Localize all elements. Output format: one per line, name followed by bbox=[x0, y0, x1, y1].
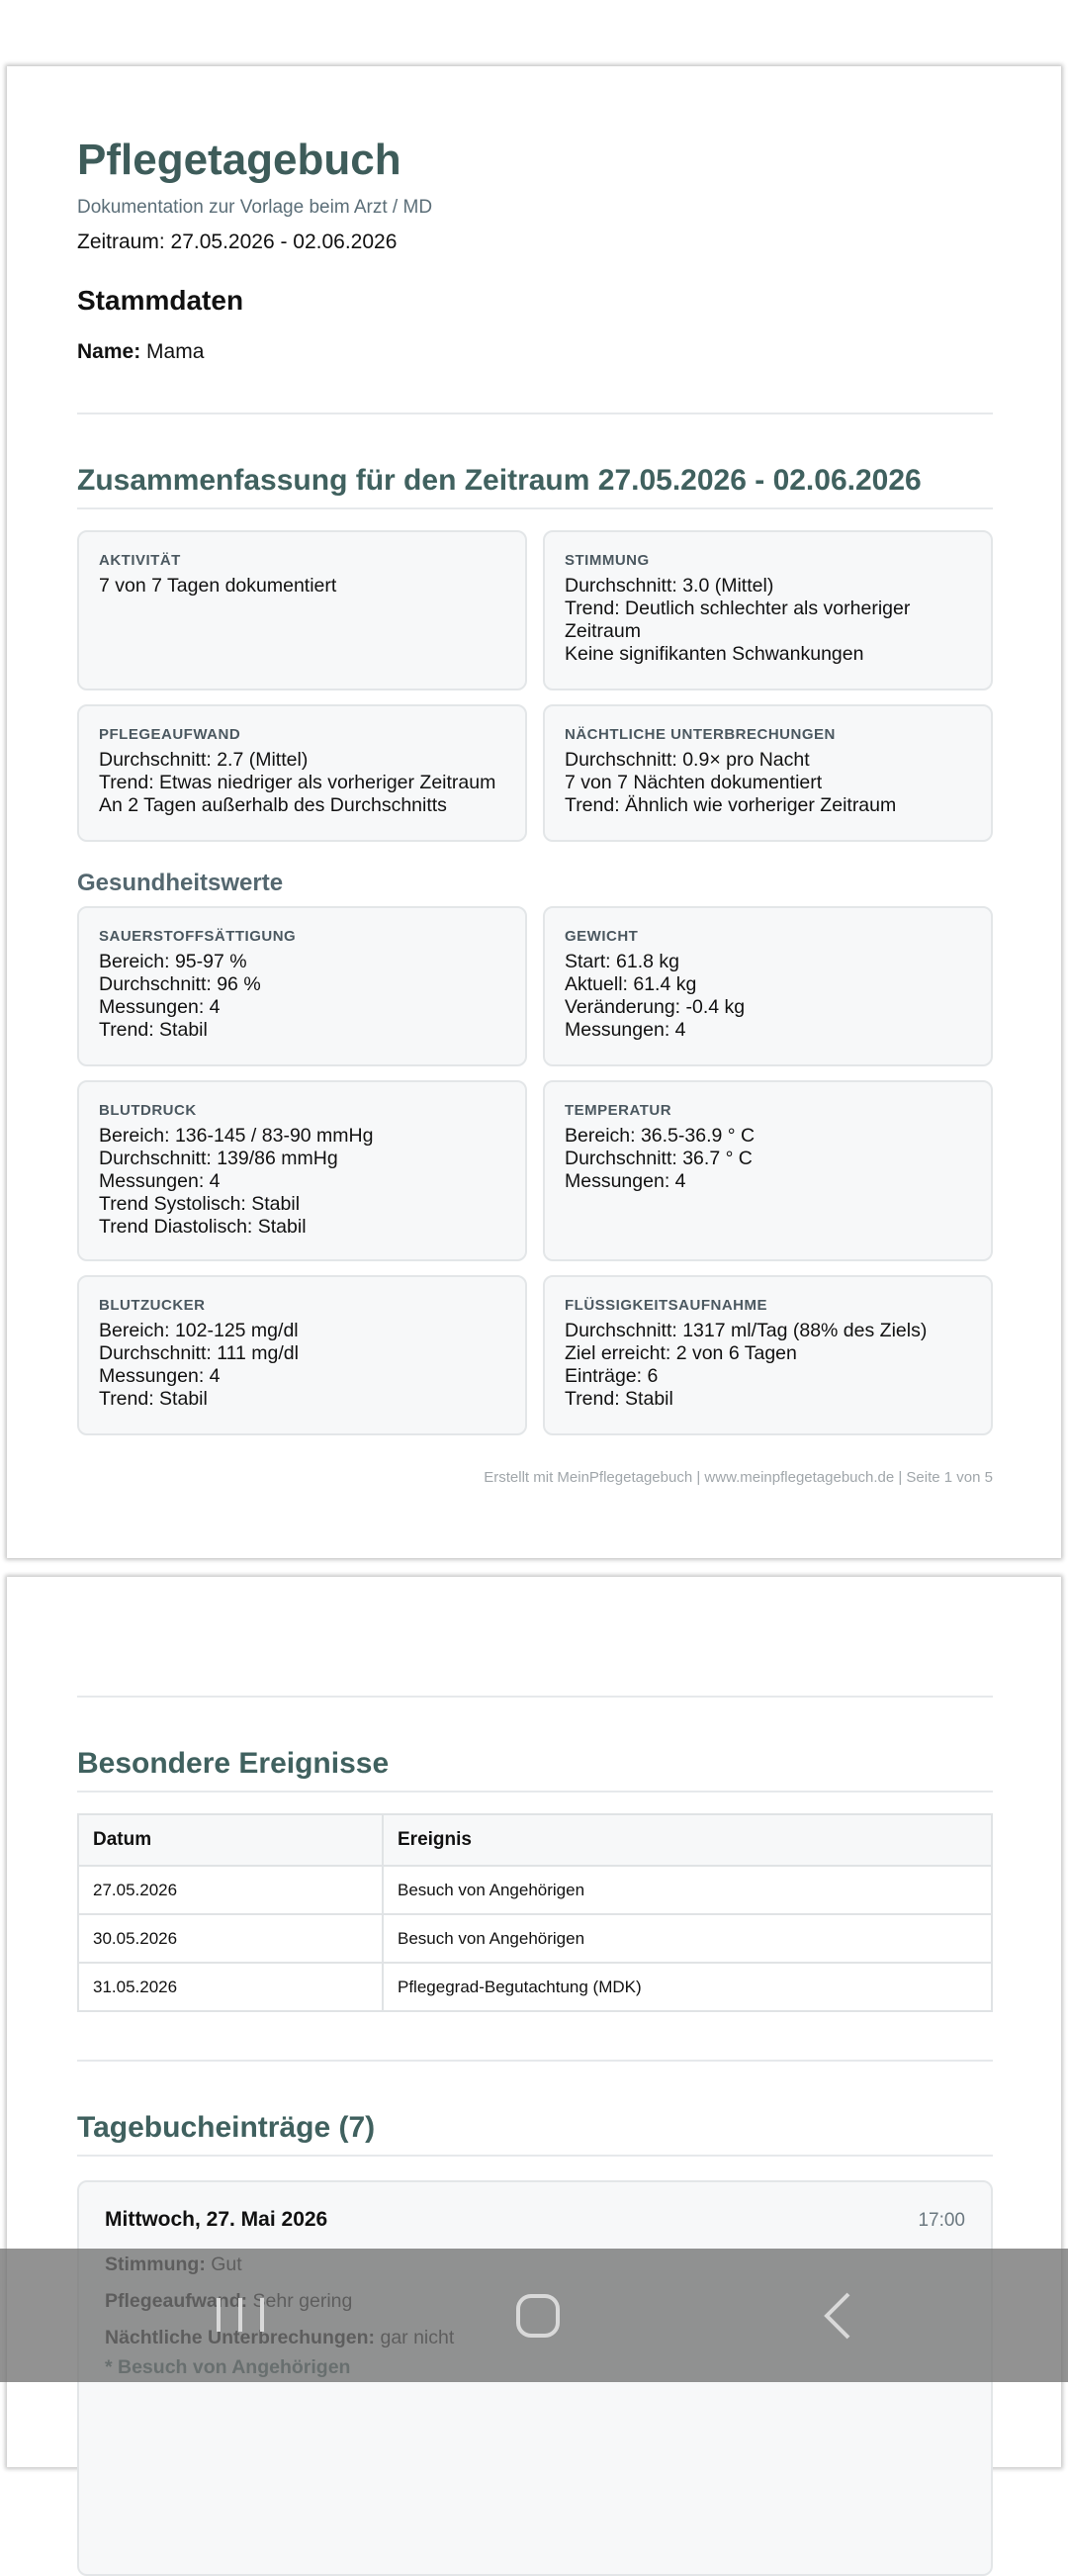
health-card-weight bbox=[543, 906, 993, 1066]
period-text: Zeitraum: 27.05.2026 - 02.06.2026 bbox=[77, 230, 398, 253]
summary-card-night-interruptions bbox=[543, 704, 993, 842]
cell-date: 27.05.2026 bbox=[78, 1866, 383, 1914]
system-navigation-bar bbox=[0, 2249, 1068, 2382]
card-line: Messungen: 4 bbox=[99, 1365, 221, 1387]
card-label: STIMMUNG bbox=[565, 552, 650, 569]
health-card-oxygen bbox=[77, 906, 527, 1066]
back-icon bbox=[777, 2249, 896, 2382]
card-line: Durchschnitt: 111 mg/dl bbox=[99, 1342, 299, 1364]
card-line: An 2 Tagen außerhalb des Durchschnitts bbox=[99, 794, 447, 816]
card-line: Trend: Deutlich schlechter als vorheriger bbox=[565, 598, 911, 619]
card-line: Keine signifikanten Schwankungen bbox=[565, 643, 864, 665]
health-section bbox=[77, 870, 993, 897]
name-line bbox=[77, 340, 993, 364]
card-line: Bereich: 136-145 / 83-90 mmHg bbox=[99, 1125, 374, 1147]
entry-date: Mittwoch, 27. Mai 2026 bbox=[105, 2208, 328, 2231]
card-line: Bereich: 95-97 % bbox=[99, 951, 247, 972]
entries-title: Tagebucheinträge (7) bbox=[77, 2111, 376, 2144]
card-line: Trend Systolisch: Stabil bbox=[99, 1193, 301, 1215]
card-line: Einträge: 6 bbox=[565, 1365, 659, 1387]
cell-event: Pflegegrad-Begutachtung (MDK) bbox=[383, 1963, 992, 2011]
events-table bbox=[77, 1813, 993, 2012]
page-footer: Erstellt mit MeinPflegetagebuch | www.meinpflegetagebuch.de | Seite 1 von 5 bbox=[484, 1469, 993, 1486]
card-line: 7 von 7 Nächten dokumentiert bbox=[565, 772, 823, 793]
card-line: 7 von 7 Tagen dokumentiert bbox=[99, 575, 337, 597]
summary-section bbox=[77, 464, 993, 498]
report-page-1 bbox=[7, 66, 1061, 1558]
master-data-section bbox=[77, 285, 993, 364]
divider bbox=[77, 2060, 993, 2062]
card-line: Aktuell: 61.4 kg bbox=[565, 973, 697, 995]
card-line: Messungen: 4 bbox=[99, 1170, 221, 1192]
card-line: Trend: Ähnlich wie vorheriger Zeitraum bbox=[565, 794, 897, 816]
cell-event: Besuch von Angehörigen bbox=[383, 1914, 992, 1963]
card-line: Zeitraum bbox=[565, 620, 641, 642]
cell-event: Besuch von Angehörigen bbox=[383, 1866, 992, 1914]
events-divider bbox=[77, 1791, 993, 1793]
home-icon bbox=[479, 2249, 597, 2382]
summary-card-mood bbox=[543, 530, 993, 690]
card-line: Messungen: 4 bbox=[565, 1019, 686, 1041]
entries-divider bbox=[77, 2155, 993, 2157]
card-line: Durchschnitt: 96 % bbox=[99, 973, 261, 995]
card-line: Durchschnitt: 3.0 (Mittel) bbox=[565, 575, 774, 597]
divider bbox=[77, 413, 993, 414]
summary-title: Zusammenfassung für den Zeitraum 27.05.2026 - 02.06.2026 bbox=[77, 464, 922, 497]
health-title: Gesundheitswerte bbox=[77, 870, 284, 896]
home-button[interactable] bbox=[479, 2249, 597, 2382]
health-card-fluid-intake bbox=[543, 1275, 993, 1435]
card-line: Messungen: 4 bbox=[565, 1170, 686, 1192]
card-label: FLÜSSIGKEITSAUFNAHME bbox=[565, 1297, 767, 1314]
card-line: Trend: Stabil bbox=[99, 1388, 208, 1410]
card-line: Trend: Stabil bbox=[565, 1388, 673, 1410]
table-row bbox=[78, 1914, 992, 1963]
card-line: Durchschnitt: 1317 ml/Tag (88% des Ziels) bbox=[565, 1320, 928, 1341]
table-row bbox=[78, 1963, 992, 2011]
back-button[interactable] bbox=[777, 2249, 896, 2382]
card-label: PFLEGEAUFWAND bbox=[99, 726, 241, 743]
events-table-wrap bbox=[77, 1813, 993, 2012]
recent-apps-button[interactable] bbox=[181, 2249, 300, 2382]
page-subtitle: Dokumentation zur Vorlage beim Arzt / MD bbox=[77, 197, 433, 218]
card-label: SAUERSTOFFSÄTTIGUNG bbox=[99, 928, 297, 945]
events-section bbox=[77, 1747, 993, 1781]
divider bbox=[77, 1696, 993, 1698]
name-label: Name: bbox=[77, 340, 141, 363]
health-card-temperature bbox=[543, 1080, 993, 1261]
card-label: BLUTDRUCK bbox=[99, 1102, 197, 1119]
card-line: Durchschnitt: 0.9× pro Nacht bbox=[565, 749, 810, 771]
page-title: Pflegetagebuch bbox=[77, 136, 401, 184]
health-card-blood-pressure bbox=[77, 1080, 527, 1261]
card-line: Trend Diastolisch: Stabil bbox=[99, 1216, 307, 1238]
card-label: BLUTZUCKER bbox=[99, 1297, 206, 1314]
events-title: Besondere Ereignisse bbox=[77, 1747, 390, 1780]
table-header-row bbox=[78, 1814, 992, 1866]
card-label: GEWICHT bbox=[565, 928, 639, 945]
card-line: Start: 61.8 kg bbox=[565, 951, 679, 972]
summary-card-care-effort bbox=[77, 704, 527, 842]
summary-divider bbox=[77, 507, 993, 509]
card-line: Trend: Etwas niedriger als vorheriger Zeitraum bbox=[99, 772, 496, 793]
cell-date: 31.05.2026 bbox=[78, 1963, 383, 2011]
card-line: Ziel erreicht: 2 von 6 Tagen bbox=[565, 1342, 797, 1364]
summary-card-activity bbox=[77, 530, 527, 690]
summary-cards bbox=[77, 530, 993, 842]
column-header-event: Ereignis bbox=[383, 1814, 992, 1866]
card-label: NÄCHTLICHE UNTERBRECHUNGEN bbox=[565, 726, 836, 743]
health-card-blood-sugar bbox=[77, 1275, 527, 1435]
card-line: Trend: Stabil bbox=[99, 1019, 208, 1041]
recent-apps-icon bbox=[181, 2249, 300, 2382]
entry-time: 17:00 bbox=[918, 2210, 965, 2231]
card-label: AKTIVITÄT bbox=[99, 552, 181, 569]
entries-section bbox=[77, 2111, 993, 2145]
card-line: Bereich: 102-125 mg/dl bbox=[99, 1320, 299, 1341]
name-value: Mama bbox=[146, 340, 205, 363]
health-cards bbox=[77, 906, 993, 1435]
cell-date: 30.05.2026 bbox=[78, 1914, 383, 1963]
card-line: Messungen: 4 bbox=[99, 996, 221, 1018]
master-data-title: Stammdaten bbox=[77, 285, 244, 316]
card-line: Veränderung: -0.4 kg bbox=[565, 996, 746, 1018]
card-label: TEMPERATUR bbox=[565, 1102, 672, 1119]
card-line: Durchschnitt: 36.7 ° C bbox=[565, 1148, 753, 1169]
report-header bbox=[77, 136, 993, 254]
column-header-date: Datum bbox=[78, 1814, 383, 1866]
card-line: Durchschnitt: 139/86 mmHg bbox=[99, 1148, 338, 1169]
card-line: Bereich: 36.5-36.9 ° C bbox=[565, 1125, 756, 1147]
card-line: Durchschnitt: 2.7 (Mittel) bbox=[99, 749, 309, 771]
table-row bbox=[78, 1866, 992, 1914]
